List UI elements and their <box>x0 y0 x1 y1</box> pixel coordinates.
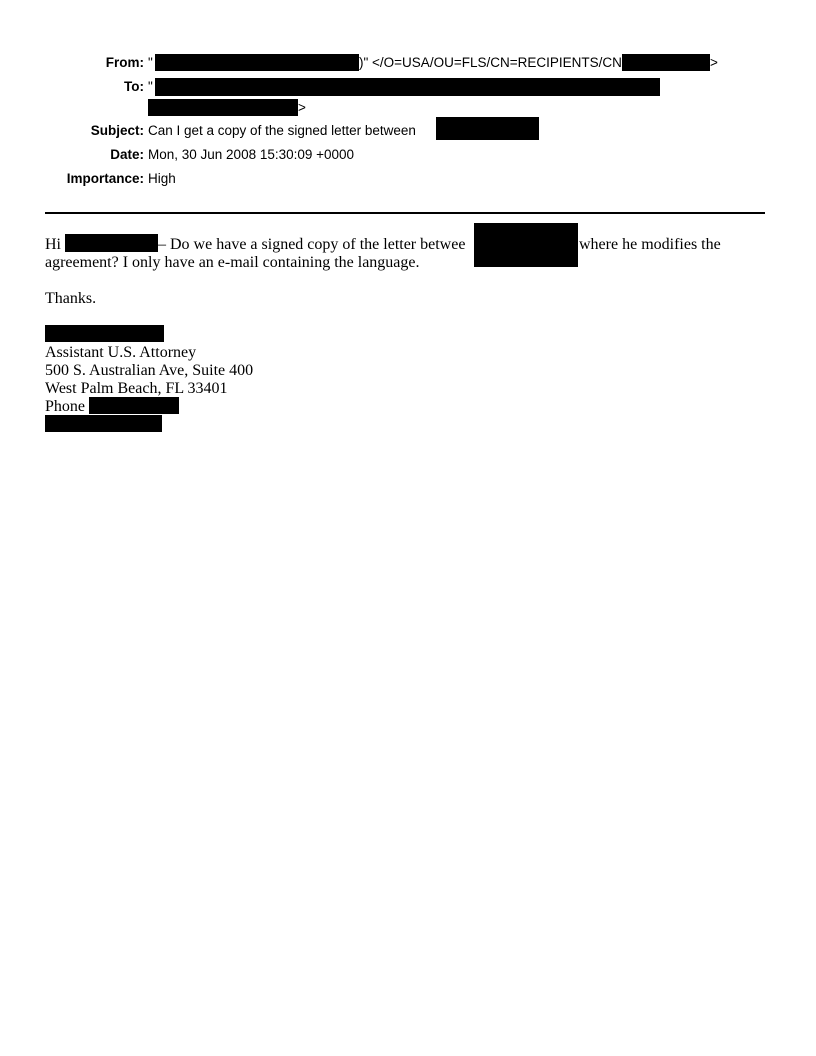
signature-address-line2: West Palm Beach, FL 33401 <box>45 380 228 397</box>
redaction-signature-name <box>45 325 164 342</box>
redaction-subject <box>436 117 539 140</box>
to-open-quote: " <box>148 79 153 94</box>
redaction-email <box>45 415 162 432</box>
redaction-to-name <box>155 78 660 96</box>
header-divider <box>45 212 765 214</box>
date-value: Mon, 30 Jun 2008 15:30:09 +0000 <box>148 147 355 162</box>
subject-label: Subject: <box>90 123 144 138</box>
redaction-from-name <box>155 54 359 71</box>
signature-address-line1: 500 S. Australian Ave, Suite 400 <box>45 362 254 379</box>
from-address: )" </O=USA/OU=FLS/CN=RECIPIENTS/CN <box>359 55 622 70</box>
body-line2: agreement? I only have an e-mail containing the language. <box>45 254 420 271</box>
redaction-to-address <box>148 99 298 116</box>
signature-phone-label: Phone <box>45 398 85 415</box>
importance-label: Importance: <box>66 171 144 186</box>
to-close: > <box>298 100 306 115</box>
from-open-quote: " <box>148 55 153 70</box>
redaction-phone <box>89 397 179 414</box>
from-close: > <box>710 55 718 70</box>
redaction-recipient-name <box>65 234 158 252</box>
subject-value: Can I get a copy of the signed letter between <box>148 123 416 138</box>
importance-value: High <box>148 171 176 186</box>
body-line1-end: where he modifies the <box>579 236 721 253</box>
body-thanks: Thanks. <box>45 290 97 307</box>
from-label: From: <box>105 55 144 70</box>
body-line1: – Do we have a signed copy of the letter betwee <box>158 236 466 253</box>
date-label: Date: <box>110 147 144 162</box>
body-greeting: Hi <box>45 236 61 253</box>
signature-title: Assistant U.S. Attorney <box>45 344 197 361</box>
redaction-from-cn <box>622 54 710 71</box>
to-label: To: <box>124 79 144 94</box>
redaction-letter-parties <box>474 223 578 267</box>
